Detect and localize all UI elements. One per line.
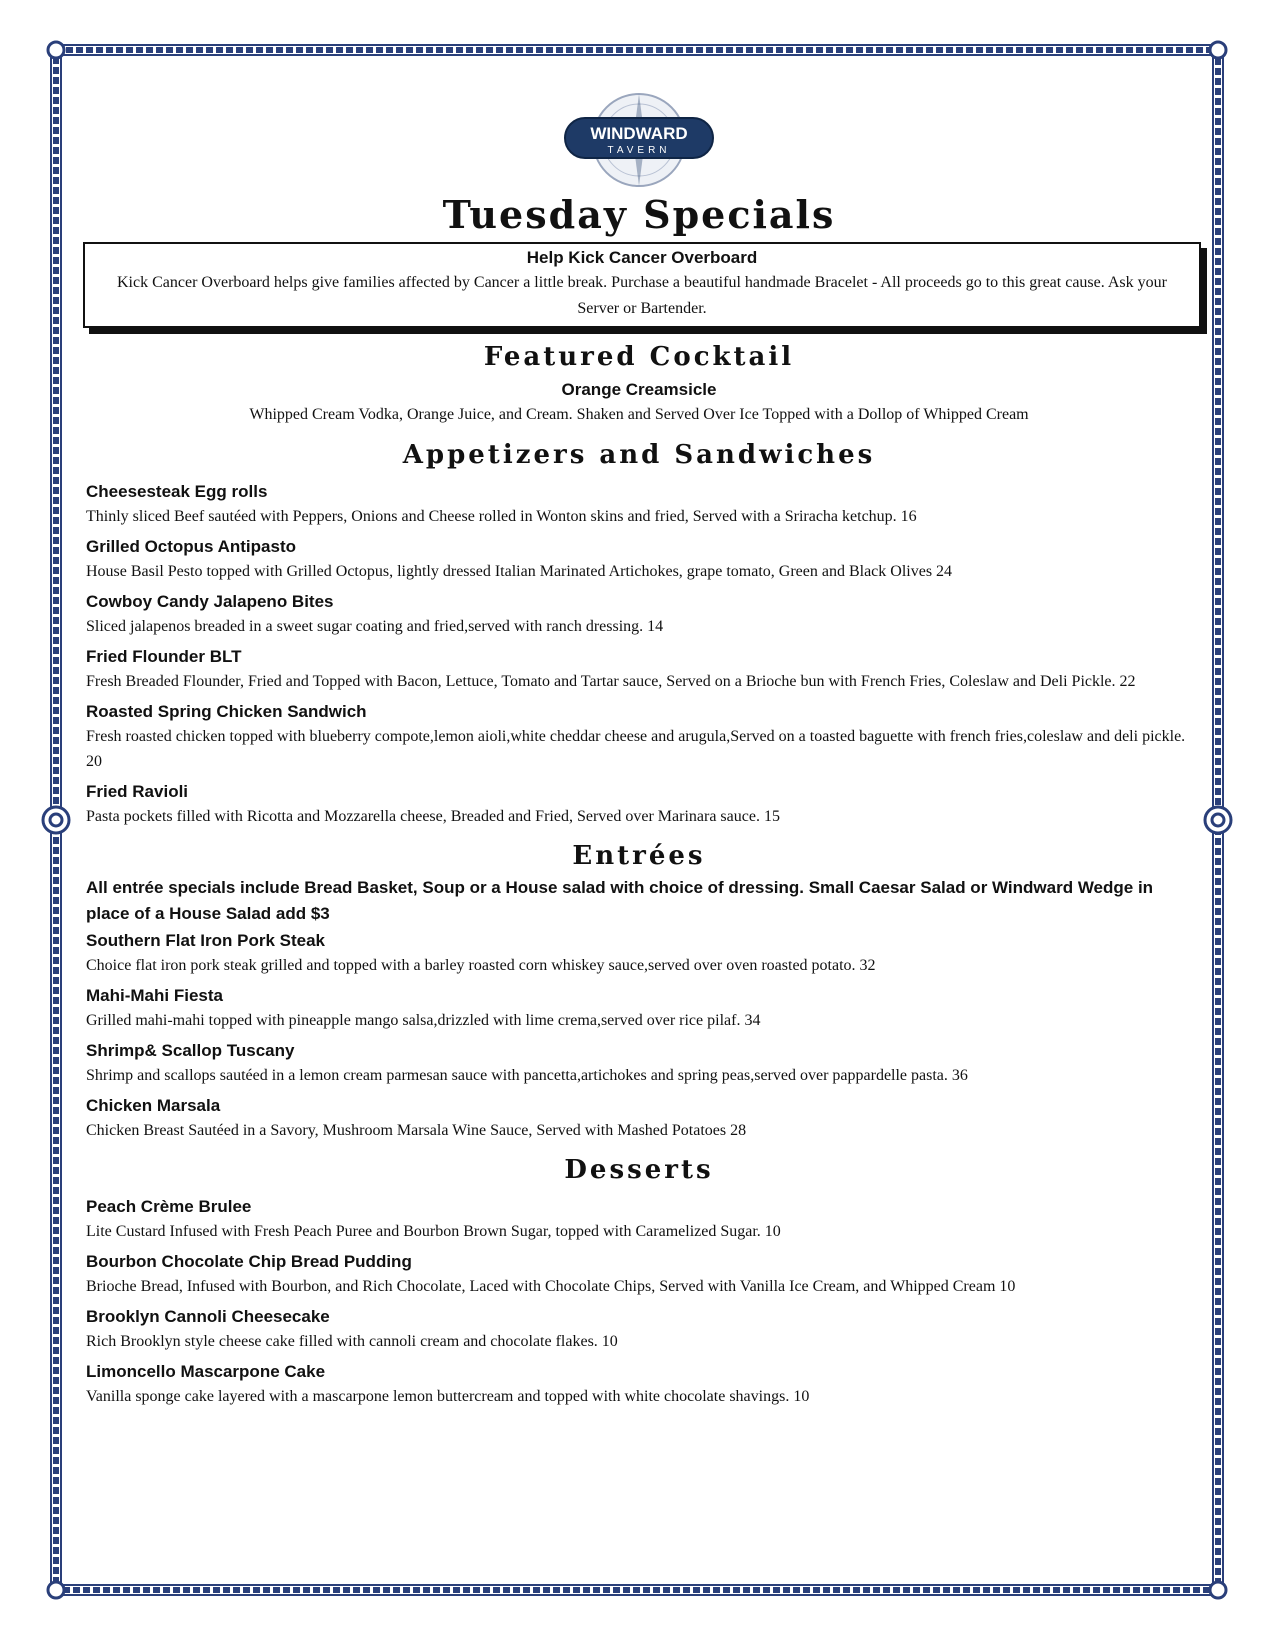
item-desc: Choice flat iron pork steak grilled and topped with a barley roasted corn whiskey sauce,served over oven roasted potato. 32 — [86, 957, 876, 974]
item-desc: Rich Brooklyn style cheese cake filled with cannoli cream and chocolate flakes. 10 — [86, 1333, 618, 1350]
menu-item — [86, 1039, 1192, 1088]
charity-box — [83, 242, 1201, 328]
item-name: Peach Crème Brulee — [86, 1197, 252, 1216]
desserts-list — [86, 1195, 1192, 1409]
cocktail-name: Orange Creamsicle — [561, 380, 717, 399]
page-title: Tuesday Specials — [442, 192, 836, 237]
item-desc: Thinly sliced Beef sautéed with Peppers, Onions and Cheese rolled in Wonton skins and fried, Served with a Sriracha ketchup. 16 — [86, 508, 917, 525]
item-desc: Brioche Bread, Infused with Bourbon, and Rich Chocolate, Laced with Chocolate Chips, Served with Vanilla Ice Cream, and Whipped Cream 10 — [86, 1278, 1016, 1295]
item-desc: Lite Custard Infused with Fresh Peach Puree and Bourbon Brown Sugar, topped with Caramelized Sugar. 10 — [86, 1223, 781, 1240]
item-name: Fried Flounder BLT — [86, 647, 242, 666]
menu-item — [86, 535, 1192, 584]
section-heading-desserts: Desserts — [564, 1155, 714, 1185]
item-desc: House Basil Pesto topped with Grilled Octopus, lightly dressed Italian Marinated Artichokes, grape tomato, Green and Black Olives 24 — [86, 563, 953, 580]
item-name: Mahi-Mahi Fiesta — [86, 986, 223, 1005]
menu-item — [86, 984, 1192, 1033]
menu-item — [86, 590, 1192, 639]
item-desc: Fresh roasted chicken topped with blueberry compote,lemon aioli,white cheddar cheese and arugula,Served on a toasted baguette with french fries,coleslaw and deli pickle. 20 — [86, 728, 1186, 770]
item-name: Shrimp& Scallop Tuscany — [86, 1041, 295, 1060]
item-desc: Vanilla sponge cake layered with a mascarpone lemon buttercream and topped with white chocolate shavings. 10 — [86, 1388, 810, 1405]
item-name: Cowboy Candy Jalapeno Bites — [86, 592, 334, 611]
item-desc: Chicken Breast Sautéed in a Savory, Mushroom Marsala Wine Sauce, Served with Mashed Potatoes 28 — [86, 1122, 747, 1139]
item-name: Limoncello Mascarpone Cake — [86, 1362, 326, 1381]
windward-tavern-logo — [559, 88, 719, 192]
cocktail-desc: Whipped Cream Vodka, Orange Juice, and Cream. Shaken and Served Over Ice Topped with a Dollop of Whipped Cream — [249, 406, 1029, 423]
entrees-list — [86, 929, 1192, 1143]
menu-item — [86, 1094, 1192, 1143]
menu-item — [86, 1250, 1192, 1299]
menu-item — [86, 780, 1192, 829]
item-name: Southern Flat Iron Pork Steak — [86, 931, 325, 950]
item-name: Fried Ravioli — [86, 782, 189, 801]
menu-item — [86, 1360, 1192, 1409]
item-desc: Shrimp and scallops sautéed in a lemon cream parmesan sauce with pancetta,artichokes and spring peas,served over pappardelle pasta. 36 — [86, 1067, 968, 1084]
menu-item — [86, 929, 1192, 978]
item-desc: Fresh Breaded Flounder, Fried and Topped with Bacon, Lettuce, Tomato and Tartar sauce, Served on a Brioche bun with French Fries, Coleslaw and Deli Pickle. 22 — [86, 673, 1136, 690]
logo-brand-name: WINDWARD — [590, 124, 688, 143]
item-desc: Grilled mahi-mahi topped with pineapple mango salsa,drizzled with lime crema,served over rice pilaf. 34 — [86, 1012, 761, 1029]
item-desc: Sliced jalapenos breaded in a sweet sugar coating and fried,served with ranch dressing. 14 — [86, 618, 664, 635]
item-name: Cheesesteak Egg rolls — [86, 482, 268, 501]
item-name: Roasted Spring Chicken Sandwich — [86, 702, 367, 721]
entrees-note: All entrée specials include Bread Basket, Soup or a House salad with choice of dressing. Small Caesar Salad or Windward Wedge in place of a House Salad add $3 — [86, 878, 1154, 923]
item-desc: Pasta pockets filled with Ricotta and Mozzarella cheese, Breaded and Fried, Served over Marinara sauce. 15 — [86, 808, 780, 825]
menu-item — [86, 645, 1192, 694]
charity-text: Kick Cancer Overboard helps give families affected by Cancer a little break. Purchase a beautiful handmade Bracelet - All proceeds go to this great cause. Ask your Server or Bartender. — [117, 274, 1167, 317]
menu-item — [86, 480, 1192, 529]
menu-item — [86, 1195, 1192, 1244]
section-heading-entrees: Entrées — [572, 841, 706, 871]
charity-title: Help Kick Cancer Overboard — [526, 248, 758, 267]
section-heading-appetizers: Appetizers and Sandwiches — [402, 440, 876, 470]
item-name: Bourbon Chocolate Chip Bread Pudding — [86, 1252, 412, 1271]
logo-brand-subname: TAVERN — [607, 145, 671, 156]
section-heading-cocktail: Featured Cocktail — [483, 342, 795, 372]
item-name: Brooklyn Cannoli Cheesecake — [86, 1307, 330, 1326]
menu-item — [86, 700, 1192, 774]
item-name: Grilled Octopus Antipasto — [86, 537, 296, 556]
appetizers-list — [86, 480, 1192, 829]
menu-item — [86, 1305, 1192, 1354]
item-name: Chicken Marsala — [86, 1096, 221, 1115]
